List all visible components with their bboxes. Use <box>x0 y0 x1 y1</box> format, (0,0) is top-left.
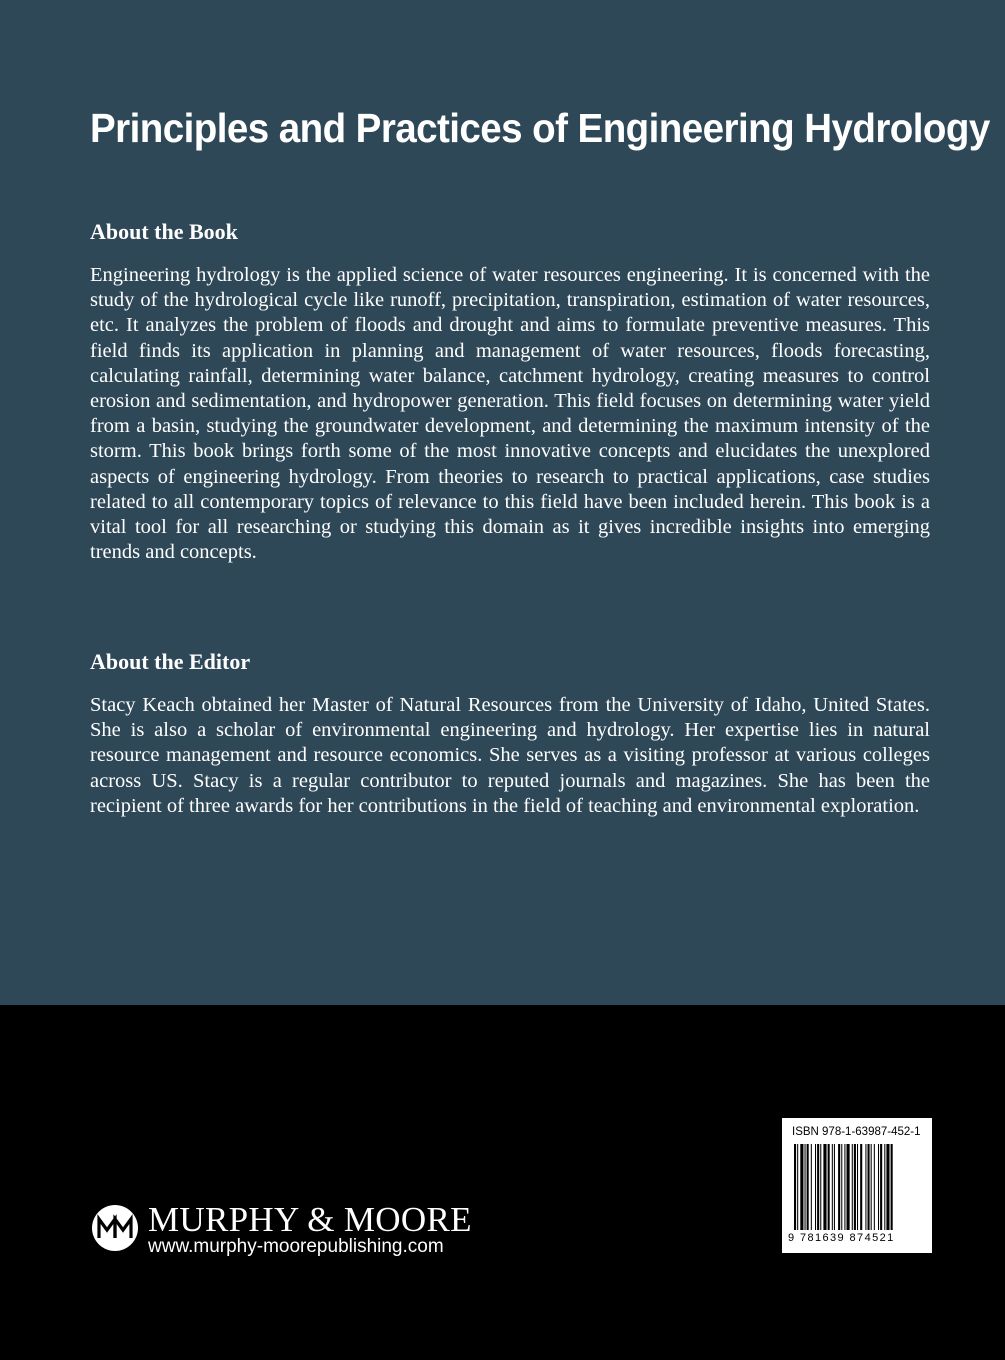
isbn-label: ISBN 978-1-63987-452-1 <box>792 1126 921 1138</box>
barcode-bar <box>834 1144 835 1230</box>
barcode-bar <box>815 1144 816 1230</box>
barcode-bar <box>807 1144 809 1230</box>
barcode-bar <box>871 1144 872 1230</box>
mm-monogram-icon <box>90 1203 140 1253</box>
barcode-digits: 9 781639 874521 <box>788 1232 895 1244</box>
about-book-heading: About the Book <box>90 219 238 244</box>
barcode-bar <box>817 1144 819 1230</box>
barcode-bar <box>820 1144 821 1230</box>
publisher-name: MURPHY & MOORE <box>148 1200 472 1239</box>
about-editor-heading: About the Editor <box>90 649 251 674</box>
barcode-bar <box>857 1144 858 1230</box>
barcode-bar <box>841 1144 842 1230</box>
barcode-bar <box>800 1144 803 1230</box>
barcode-bar <box>880 1144 882 1230</box>
barcode-bar <box>854 1144 856 1230</box>
barcode-bar <box>847 1144 850 1230</box>
barcode-bars <box>794 1144 922 1234</box>
barcode-bar <box>797 1144 798 1230</box>
barcode-bar <box>865 1144 866 1230</box>
isbn-barcode <box>782 1118 932 1253</box>
barcode-bar <box>878 1144 879 1230</box>
publisher-block <box>90 1200 510 1260</box>
book-title: Principles and Practices of Engineering Hydrology <box>90 105 990 151</box>
barcode-bar <box>832 1144 833 1230</box>
publisher-url: www.murphy-moorepublishing.com <box>148 1236 444 1257</box>
barcode-bar <box>874 1144 875 1230</box>
barcode-bar <box>891 1144 893 1230</box>
barcode-bar <box>811 1144 812 1230</box>
barcode-bar <box>860 1144 862 1230</box>
barcode-bar <box>852 1144 853 1230</box>
barcode-bar <box>886 1144 889 1230</box>
barcode-bar <box>884 1144 885 1230</box>
barcode-bar <box>805 1144 806 1230</box>
barcode-bar <box>844 1144 845 1230</box>
about-book-text: Engineering hydrology is the applied science of water resources engineering. It is concerned with the study of the hydrological cycle like runoff, precipitation, transpiration, estimation of water resources, etc. It analyzes the problem of floods and drought and aims to formulate preventive measures. This field finds its application in planning and management of water resources, floods forecasting, calculating rainfall, determining water balance, catchment hydrology, creating measures to control erosion and sedimentation, and hydropower generation. This field focuses on determining water yield from a basin, studying the groundwater development, and determining the maximum intensity of the storm. This book brings forth some of the most innovative concepts and elucidates the unexplored aspects of engineering hydrology. From theories to research to practical applications, case studies related to all contemporary topics of relevance to this field have been included herein. This book is a vital tool for all researching or studying this domain as it gives incredible insights into emerging trends and concepts. <box>90 264 930 564</box>
barcode-bar <box>838 1144 840 1230</box>
about-editor-text: Stacy Keach obtained her Master of Natural Resources from the University of Idaho, United States. She is also a scholar of environmental engineering and hydrology. Her expertise lies in natural resource management and resource economics. She serves as a visiting professor at various colleges across US. Stacy is a regular contributor to reputed journals and magazines. She has been the recipient of three awards for her contributions in the field of teaching and environmental exploration. <box>90 694 930 817</box>
barcode-bar <box>868 1144 870 1230</box>
barcode-bar <box>823 1144 826 1230</box>
barcode-bar <box>794 1144 796 1230</box>
barcode-bar <box>828 1144 830 1230</box>
